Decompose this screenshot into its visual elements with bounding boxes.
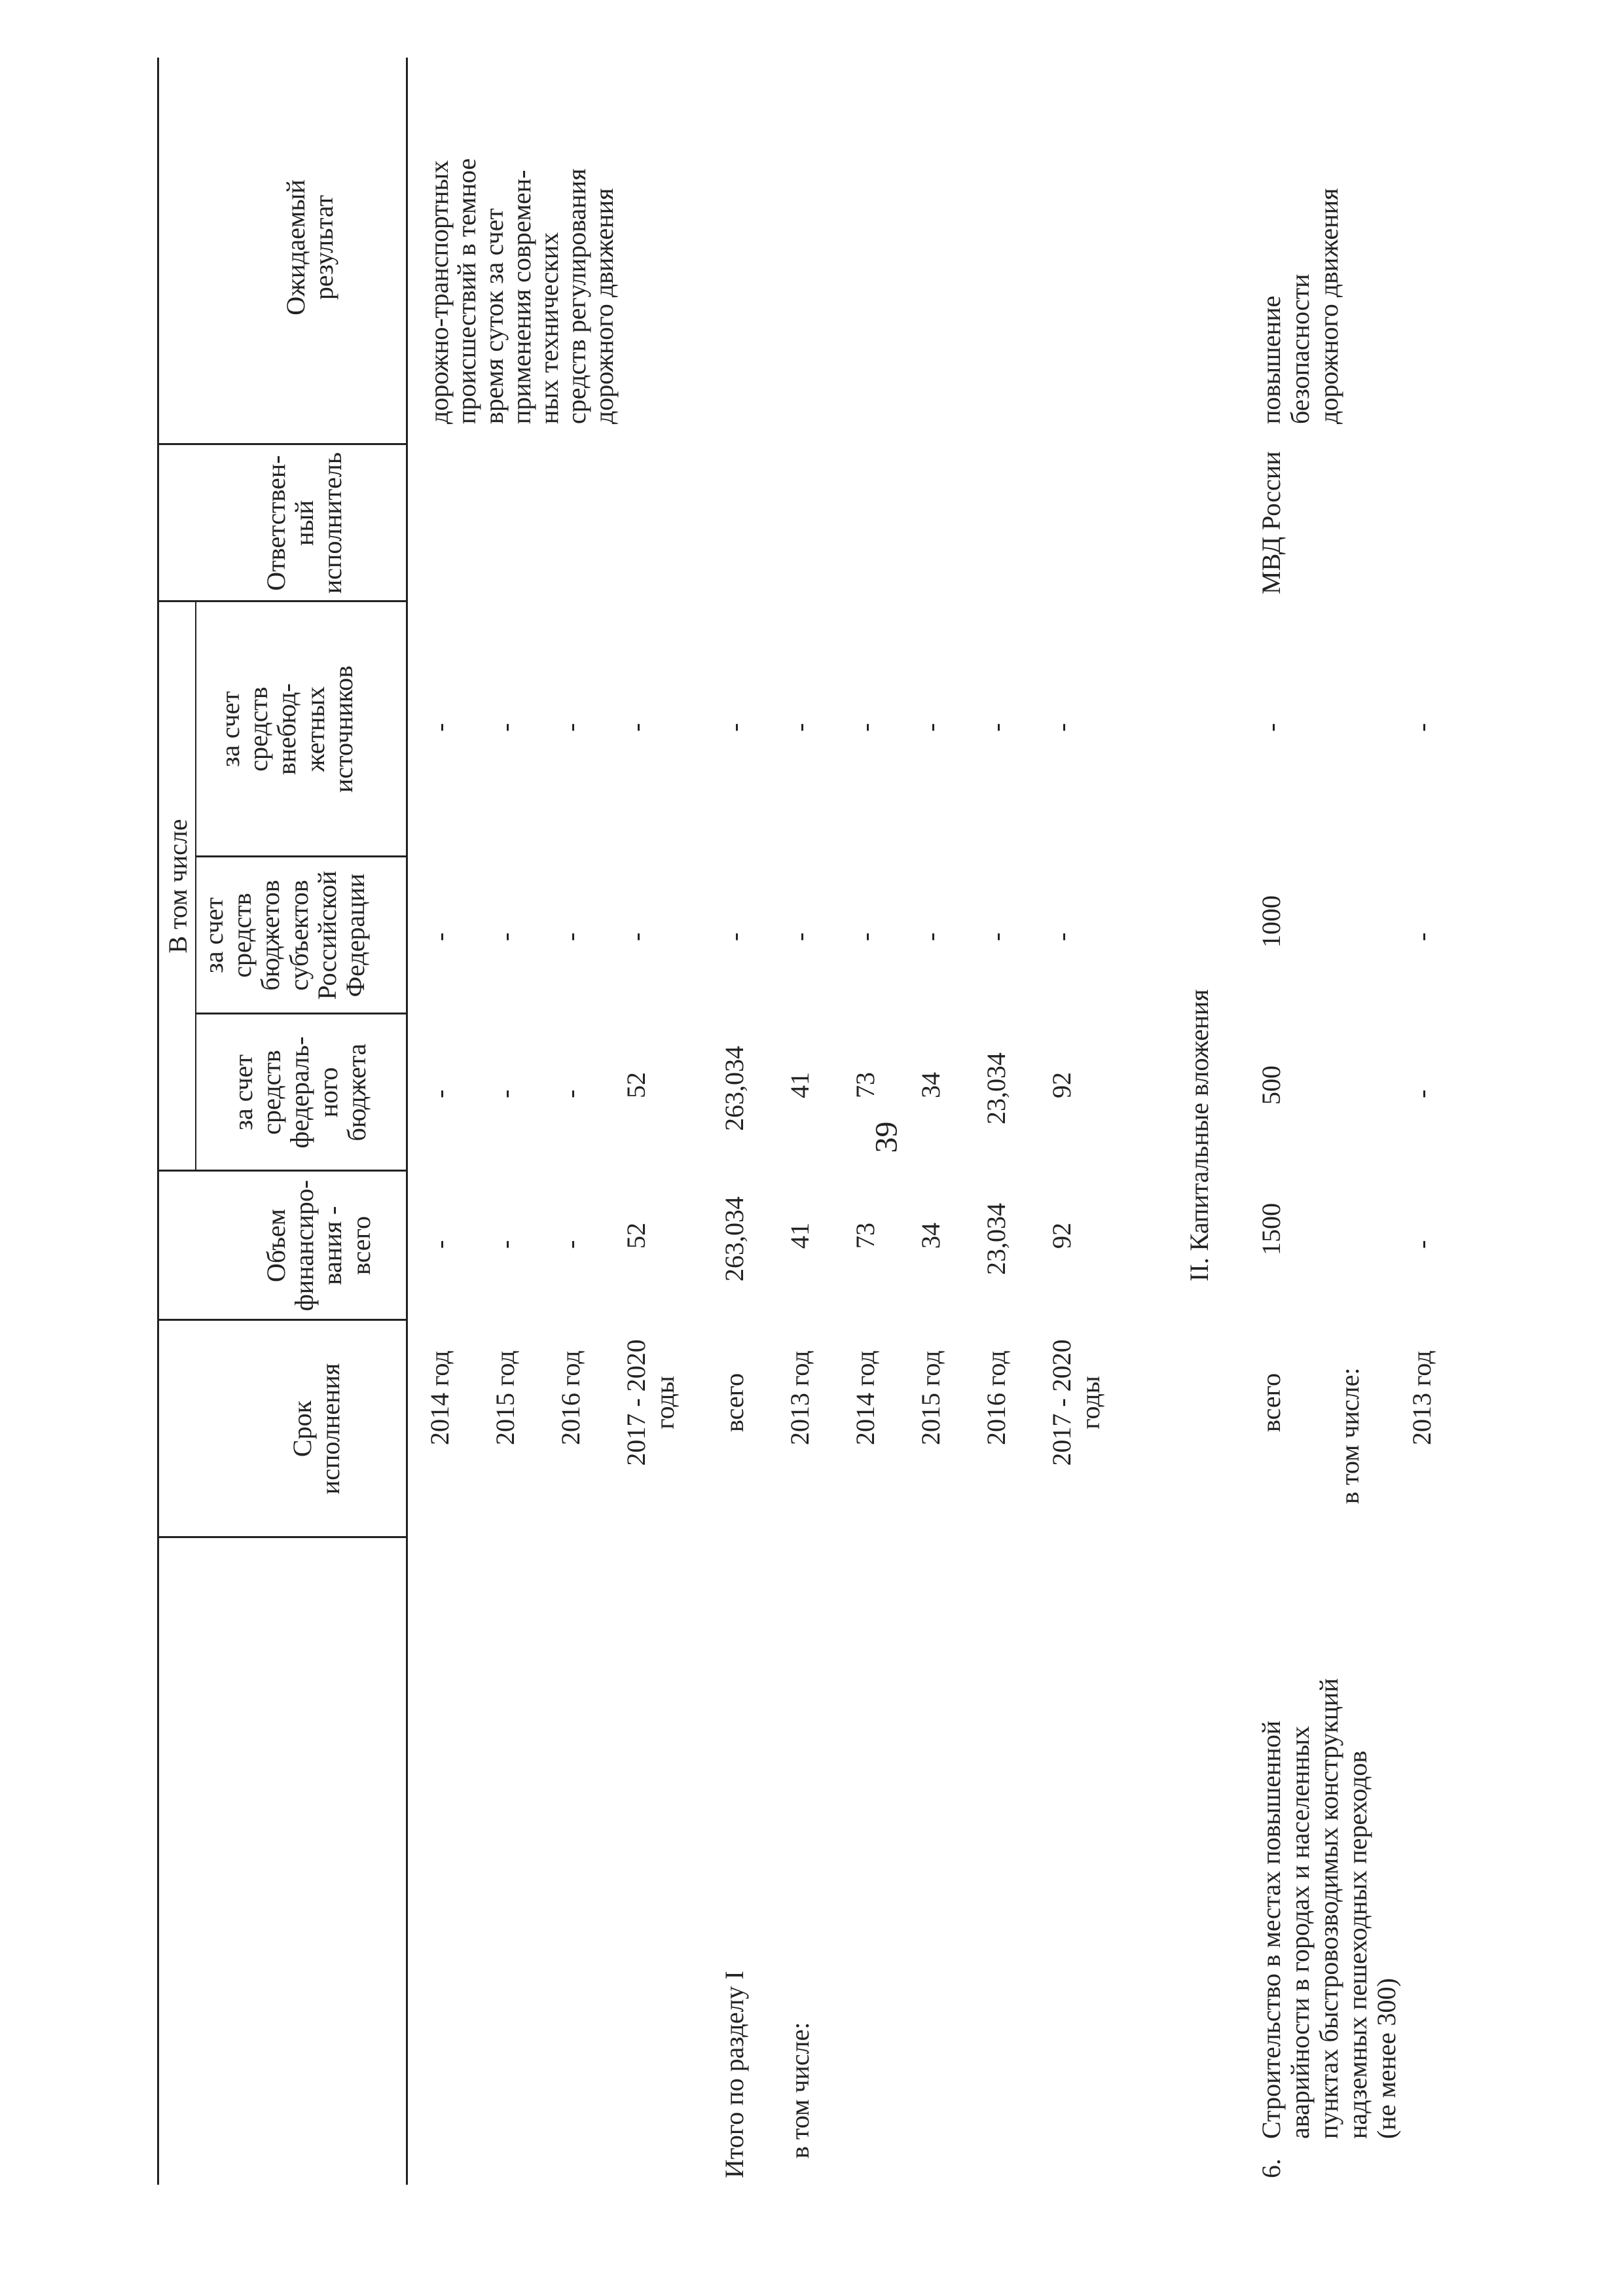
row-total: 73: [850, 1223, 880, 1249]
item-including-label: в том числе:: [1335, 1367, 1364, 1504]
row-total: -: [425, 1240, 454, 1249]
row-total: 1500: [1256, 1203, 1286, 1255]
row-total: -: [1407, 1240, 1436, 1249]
row-ext: -: [425, 723, 454, 732]
row-term: 2013 год: [1407, 1350, 1436, 1445]
row-ext: -: [850, 723, 880, 732]
vline-term-left: [157, 1536, 408, 1538]
row-reg: -: [1047, 932, 1076, 941]
row-reg: -: [425, 932, 454, 941]
result-text: дорожно-транспортных происшествий в темное время суток за счет применения современ- ных технических средств регулирования дорожного движения: [424, 158, 619, 424]
row-term: всего: [1256, 1372, 1286, 1432]
row-fed: 52: [621, 1072, 651, 1098]
row-reg: -: [556, 932, 585, 941]
item-number: 6.: [1256, 2159, 1286, 2178]
page-number: 39: [869, 1121, 904, 1153]
row-term: всего: [720, 1372, 749, 1432]
row-term: 2016 год: [556, 1350, 585, 1445]
row-reg: -: [785, 932, 814, 941]
row-total: -: [490, 1240, 520, 1249]
row-ext: -: [1256, 723, 1286, 732]
row-ext: -: [556, 723, 585, 732]
row-ext: -: [916, 723, 945, 732]
header-group: В том числе: [163, 819, 192, 954]
header-regional: за счет средств бюджетов субъектов Российской Федерации: [199, 870, 370, 1000]
row-total: 23,034: [981, 1203, 1011, 1275]
header-bottom-rule: [406, 58, 408, 2185]
row-ext: -: [1407, 723, 1436, 732]
row-ext: -: [785, 723, 814, 732]
row-term: 2017 - 2020 годы: [1047, 1339, 1105, 1466]
row-ext: -: [621, 723, 651, 732]
row-ext: -: [1047, 723, 1076, 732]
header-result: Ожидаемый результат: [281, 179, 339, 315]
row-fed: -: [1407, 1089, 1436, 1098]
row-fed: 92: [1047, 1072, 1076, 1098]
row-term: 2013 год: [785, 1350, 814, 1445]
row-reg: 1000: [1256, 895, 1286, 948]
header-extra: за счет средств внебюд- жетных источников: [215, 665, 358, 793]
row-fed: 73: [850, 1072, 880, 1098]
header-federal: за счет средств федераль- ного бюджета: [228, 1036, 371, 1149]
row-reg: -: [490, 932, 520, 941]
row-reg: -: [621, 932, 651, 941]
row-term: 2015 год: [490, 1350, 520, 1445]
row-fed: 41: [785, 1072, 814, 1098]
row-term: 2014 год: [850, 1350, 880, 1445]
section-title: II. Капитальные вложения: [1184, 989, 1214, 1282]
row-ext: -: [720, 723, 749, 732]
row-term: 2016 год: [981, 1350, 1011, 1445]
row-total: 52: [621, 1223, 651, 1249]
row-total: -: [556, 1240, 585, 1249]
row-ext: -: [981, 723, 1011, 732]
header-total: Объем финансиро- вания - всего: [261, 1179, 376, 1312]
row-term: 2017 - 2020 годы: [621, 1339, 680, 1466]
group-rule: [195, 601, 196, 1170]
row-term: 2015 год: [916, 1350, 945, 1445]
row-total: 92: [1047, 1223, 1076, 1249]
row-result: повышение безопасности дорожного движения: [1256, 188, 1343, 424]
row-fed: 263,034: [720, 1046, 749, 1131]
row-fed: 500: [1256, 1066, 1286, 1105]
row-fed: 34: [916, 1072, 945, 1098]
row-fed: -: [425, 1089, 454, 1098]
header-top-rule: [157, 58, 159, 2185]
row-reg: -: [916, 932, 945, 941]
header-responsible: Ответствен- ный исполнитель: [261, 452, 348, 594]
row-ext: -: [490, 723, 520, 732]
row-reg: -: [850, 932, 880, 941]
row-total: 34: [916, 1223, 945, 1249]
itogo-including-label: в том числе:: [785, 2022, 814, 2159]
row-reg: -: [981, 932, 1011, 941]
row-total: 41: [785, 1223, 814, 1249]
row-fed: -: [490, 1089, 520, 1098]
row-reg: -: [720, 932, 749, 941]
row-fed: 23,034: [981, 1052, 1011, 1124]
row-term: 2014 год: [425, 1350, 454, 1445]
row-responsible: МВД России: [1256, 451, 1286, 594]
itogo-label: Итого по разделу I: [720, 1971, 749, 2178]
row-total: 263,034: [720, 1196, 749, 1282]
row-fed: -: [556, 1089, 585, 1098]
item-description: Строительство в местах повышенной аварийности в городах и населенных пунктах быстровозводимых конструкций надземных пешеходных переходов (не менее 300): [1256, 1678, 1401, 2139]
row-reg: -: [1407, 932, 1436, 941]
vline-term-right: [157, 1319, 408, 1321]
header-term: Срок исполнения: [287, 1363, 346, 1495]
